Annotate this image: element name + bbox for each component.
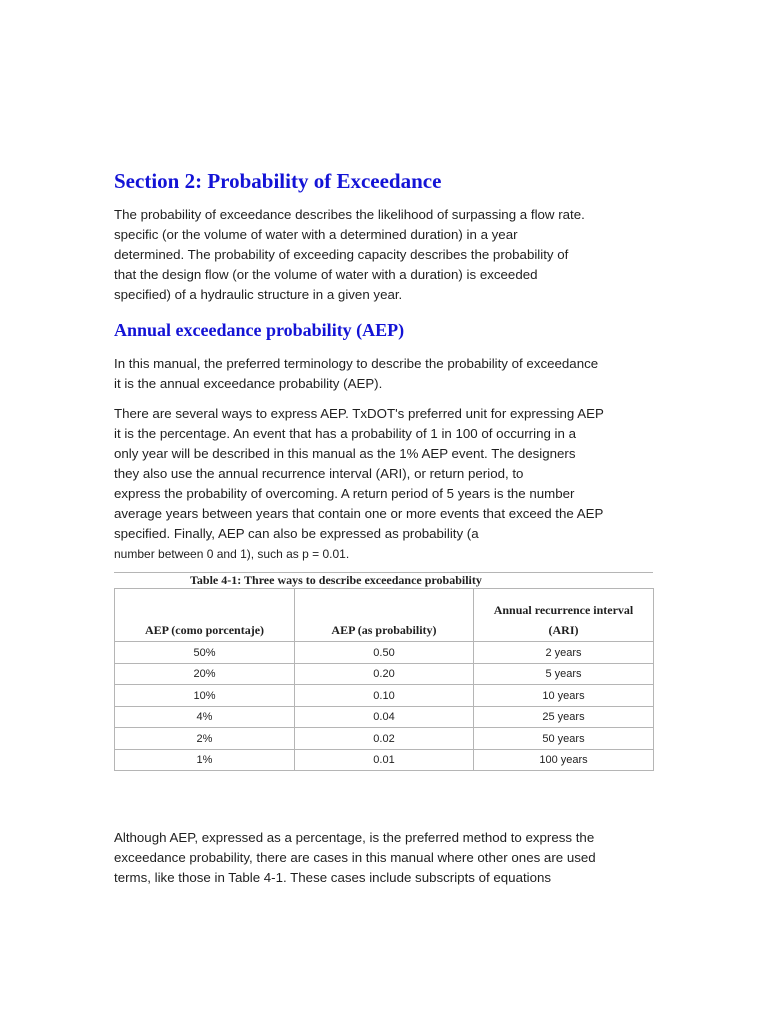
section-title: Section 2: Probability of Exceedance	[114, 169, 442, 193]
cell-ari: 5 years	[474, 663, 654, 685]
table-row	[115, 749, 654, 771]
cell-aep-probability: 0.02	[295, 728, 474, 750]
cell-aep-probability: 0.10	[295, 685, 474, 707]
cell-ari: 50 years	[474, 728, 654, 750]
ways-line: average years between years that contain one or more events that exceed the AEP	[114, 506, 604, 521]
cell-aep-percentage: 20%	[115, 663, 295, 685]
ways-line: express the probability of overcoming. A return period of 5 years is the number	[114, 486, 575, 501]
cell-aep-probability: 0.20	[295, 663, 474, 685]
terminology-line: it is the annual exceedance probability (AEP).	[114, 376, 383, 391]
table-row	[115, 642, 654, 664]
closing-line: terms, like those in Table 4-1. These cases include subscripts of equations	[114, 870, 552, 885]
terminology-line: In this manual, the preferred terminology to describe the probability of exceedance	[114, 356, 599, 371]
ways-line: number between 0 and 1), such as p = 0.01.	[114, 547, 350, 561]
header-text: AEP (as probability)	[331, 623, 437, 637]
cell-aep-percentage: 1%	[115, 749, 295, 771]
cell-ari: 2 years	[474, 642, 654, 664]
header-aep-percentage	[115, 589, 295, 642]
cell-aep-probability: 0.04	[295, 706, 474, 728]
table-row	[115, 728, 654, 750]
table-caption: Table 4-1: Three ways to describe exceedance probability	[114, 572, 653, 588]
header-aep-probability	[295, 589, 474, 642]
cell-aep-probability: 0.50	[295, 642, 474, 664]
intro-paragraph	[114, 205, 585, 305]
cell-aep-probability: 0.01	[295, 749, 474, 771]
intro-line: determined. The probability of exceeding capacity describes the probability of	[114, 247, 569, 262]
closing-line: exceedance probability, there are cases in this manual where other ones are used	[114, 850, 596, 865]
header-ari	[474, 589, 654, 642]
header-text: Annual recurrence interval	[493, 603, 634, 617]
cell-aep-percentage: 10%	[115, 685, 295, 707]
intro-line: specified) of a hydraulic structure in a given year.	[114, 287, 403, 302]
aep-table	[114, 572, 653, 771]
table-row	[115, 706, 654, 728]
header-text: AEP (como porcentaje)	[144, 623, 265, 637]
ways-line: it is the percentage. An event that has a probability of 1 in 100 of occurring in a	[114, 426, 576, 441]
cell-aep-percentage: 2%	[115, 728, 295, 750]
table-row	[115, 685, 654, 707]
cell-ari: 100 years	[474, 749, 654, 771]
cell-aep-percentage: 4%	[115, 706, 295, 728]
intro-line: specific (or the volume of water with a determined duration) in a year	[114, 227, 518, 242]
terminology-paragraph	[114, 354, 598, 394]
ways-paragraph	[114, 404, 604, 564]
closing-line: Although AEP, expressed as a percentage, is the preferred method to express the	[114, 830, 595, 845]
intro-line: The probability of exceedance describes the likelihood of surpassing a flow rate.	[114, 207, 585, 222]
ways-line: only year will be described in this manual as the 1% AEP event. The designers	[114, 446, 576, 461]
header-text: (ARI)	[548, 623, 579, 637]
ways-line: they also use the annual recurrence interval (ARI), or return period, to	[114, 466, 524, 481]
closing-paragraph	[114, 828, 596, 888]
aep-heading: Annual exceedance probability (AEP)	[114, 320, 405, 340]
cell-ari: 25 years	[474, 706, 654, 728]
table-row	[115, 663, 654, 685]
ways-line: There are several ways to express AEP. TxDOT's preferred unit for expressing AEP	[114, 406, 604, 421]
ways-line: specified. Finally, AEP can also be expressed as probability (a	[114, 526, 479, 541]
intro-line: that the design flow (or the volume of water with a duration) is exceeded	[114, 267, 538, 282]
cell-aep-percentage: 50%	[115, 642, 295, 664]
cell-ari: 10 years	[474, 685, 654, 707]
table-header-row	[115, 589, 654, 642]
